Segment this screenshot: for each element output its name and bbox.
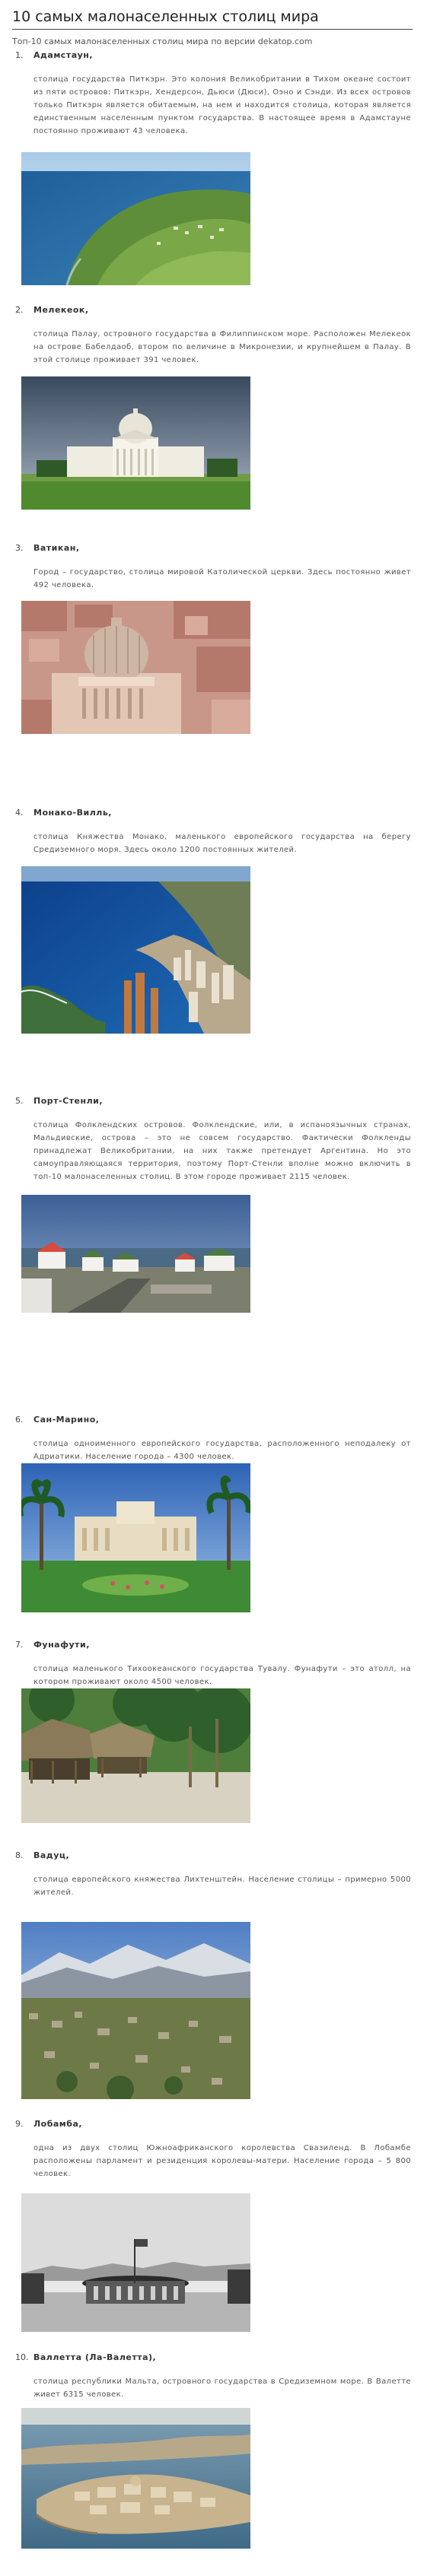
san-marino-photo	[21, 1463, 250, 1612]
lobamba-photo	[21, 2193, 250, 2332]
item-number: 3.	[15, 543, 24, 553]
item-title: Монако-Вилль,	[33, 808, 112, 818]
monaco-photo	[21, 866, 250, 1034]
item-description: столица европейского княжества Лихтенштейн. Население столицы – примерно 5000 жителей.	[33, 1876, 411, 1897]
item-number: 9.	[15, 2119, 24, 2129]
item-number: 6.	[15, 1415, 24, 1425]
item-description: столица государства Питкэрн. Это колония Великобритании в Тихом океане состоит из пяти островов: Питкэрн, Хендерсон, Дьюси (Дюси), Оэно и Сэнди. Из всех островов только Питкэрн является обитаемым, на нем и находится столица, которая является единственным населенным пунктом государства. В настоящее время в Адамстауне постоянно проживают 43 человека.	[33, 75, 411, 135]
valletta-photo	[21, 2408, 250, 2549]
item-title: Порт-Стенли,	[33, 1096, 104, 1106]
item-description: столица Палау, островного государства в Филиппинском море. Расположен Мелекеок на острове Бабелдаоб, втором по величине в Микронезии, и крупнейшем в Палау. В этой столице проживает 391 человек.	[33, 330, 411, 364]
item-title: Фунафути,	[33, 1640, 90, 1650]
item-description: столица Княжества Монако, маленького европейского государства на берегу Средиземного моря. Здесь около 1200 постоянных жителей.	[33, 833, 411, 854]
item-number: 5.	[15, 1096, 24, 1106]
item-title: Валлетта (Ла-Валетта),	[33, 2352, 157, 2362]
item-title: Ватикан,	[33, 543, 80, 553]
item-number: 1.	[15, 50, 24, 60]
port-stanley-photo	[21, 1195, 250, 1313]
item-title: Лобамба,	[33, 2119, 83, 2129]
item-title: Вадуц,	[33, 1850, 70, 1860]
page-subtitle: Топ-10 самых малонаселенных столиц мира по версии dekatop.com	[12, 37, 313, 46]
vatican-photo	[21, 601, 250, 734]
item-title: Сан-Марино,	[33, 1415, 100, 1425]
page-title: 10 самых малонаселенных столиц мира	[12, 0, 413, 30]
item-description: столица Фолклендских островов. Фолклендские, или, в испаноязычных странах, Мальдивские, острова – это не совсем государство. Фактически Фолкленды принадлежат Великобритании, на них также претендует Аргентина. Но это самоуправляющаяся территория, поэтому Порт-Стенли вполне можно включить в топ-10 малонаселенных столиц. В этом городе проживает 2115 человек.	[33, 1121, 411, 1181]
item-number: 4.	[15, 808, 24, 818]
item-number: 8.	[15, 1850, 24, 1860]
item-description: столица маленького Тихоокеанского государства Тувалу. Фунафути – это атолл, на котором проживают около 4500 человек.	[33, 1665, 411, 1686]
item-description: столица республики Мальта, островного государства в Средиземном море. В Валетте живет 6315 человек.	[33, 2377, 411, 2399]
item-description: Город – государство, столица мировой Католической церкви. Здесь постоянно живет 492 человека.	[33, 568, 411, 589]
item-title: Адамстаун,	[33, 50, 94, 60]
funafuti-photo	[21, 1688, 250, 1823]
item-number: 2.	[15, 305, 24, 315]
item-title: Мелекеок,	[33, 305, 89, 315]
item-number: 7.	[15, 1640, 24, 1650]
article	[12, 0, 413, 2399]
item-number: 10.	[15, 2352, 29, 2362]
item-description: столица одноименного европейского государства, расположенного неподалеку от Адриатики. Население города – 4300 человек.	[33, 1440, 411, 1461]
item-description: одна из двух столиц Южноафриканского королевства Свазиленд. В Лобамбе расположены парламент и резиденция королевы-матери. Население города – 5 800 человек.	[33, 2144, 411, 2178]
vaduz-photo	[21, 1922, 250, 2099]
adamstown-photo	[21, 152, 250, 285]
melekeok-photo	[21, 376, 250, 510]
